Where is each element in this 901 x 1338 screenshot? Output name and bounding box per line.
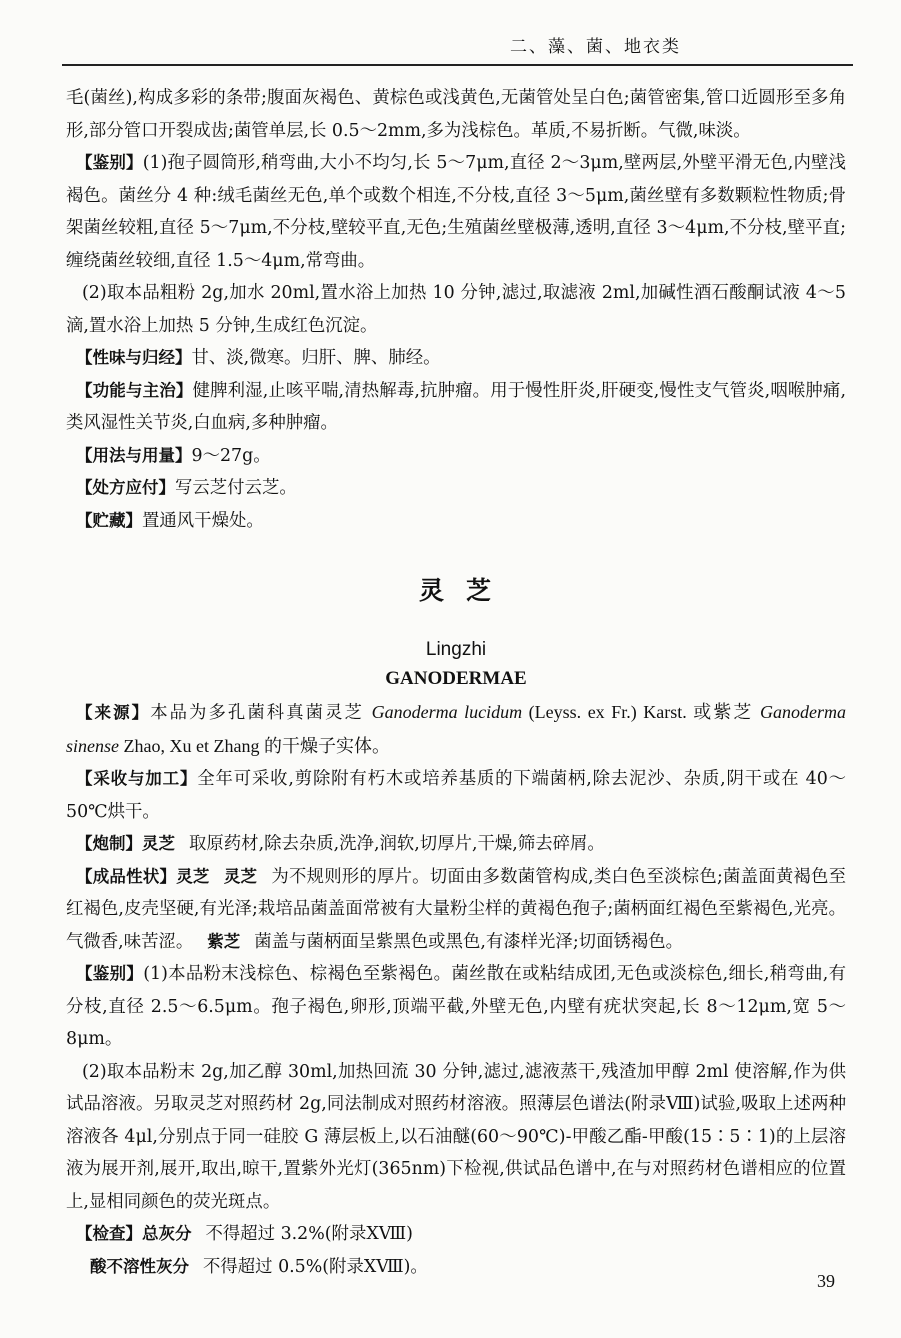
section-label: 【鉴别】 — [76, 964, 144, 983]
section-text: 菌盖与菌柄面呈紫黑色或黑色,有漆样光泽;切面锈褐色。 — [254, 931, 684, 952]
herb-name: 灵芝 — [223, 866, 258, 886]
section-text: 健脾利湿,止咳平喘,清热解毒,抗肿瘤。用于慢性肝炎,肝硬变,慢性支气管炎,咽喉肿痛,类风湿性关节炎,白血病,多种肿瘤。 — [66, 380, 847, 433]
harvest-section — [66, 763, 846, 828]
characteristics-section — [66, 861, 846, 959]
section-text: 不得超过 0.5%(附录ⅩⅧ)。 — [203, 1256, 428, 1277]
identification-1 — [66, 958, 846, 1056]
section-text: 写云芝付云芝。 — [175, 478, 297, 498]
prev-nature-meridian — [66, 342, 846, 375]
section-text: (1)孢子圆筒形,稍弯曲,大小不均匀,长 5～7μm,直径 2～3μm,壁两层,外壁平滑无色,内壁浅褐色。菌丝分 4 种:绒毛菌丝无色,单个或数个相连,不分枝,直径 3～5μm,菌丝壁有多数颗粒性物质;骨架菌丝较粗,直径 5～7μm,不分枝,壁较平直,无色;生殖菌丝壁极薄,透明,直径 3～4μm,不分枝,壁平直;缠绕菌丝较细,直径 1.5～4μm,常弯曲。 — [66, 153, 847, 271]
species-name: Ganoderma lucidum — [371, 702, 523, 722]
prev-identification-2: (2)取本品粗粉 2g,加水 20ml,置水浴上加热 10 分钟,滤过,取滤液 2ml,加碱性酒石酸酮试液 4～5 滴,置水浴上加热 5 分钟,生成红色沉淀。 — [66, 283, 846, 336]
section-label: 【来源】 — [76, 703, 151, 722]
item-label: 总灰分 — [142, 1224, 192, 1243]
section-label: 【检查】 — [76, 1224, 142, 1243]
page-header — [62, 28, 853, 66]
species-name: Ganoderma sinense — [66, 702, 846, 756]
section-text: 置通风干燥处。 — [142, 510, 264, 531]
entry-pinyin: Lingzhi — [425, 639, 487, 660]
herb-name: 紫芝 — [207, 931, 241, 951]
prev-identification-1 — [66, 147, 846, 277]
page-body — [66, 82, 846, 1283]
page-number: 39 — [817, 1271, 835, 1291]
processing-section — [66, 828, 846, 861]
section-label: 【性味与归经】 — [76, 348, 192, 367]
section-label: 【贮藏】 — [76, 510, 142, 530]
inspection-total-ash — [66, 1218, 846, 1251]
prev-description-continued: 毛(菌丝),构成多彩的条带;腹面灰褐色、黄棕色或浅黄色,无菌管处呈白色;菌管密集,管口近圆形至多角形,部分管口开裂成齿;菌管单层,长 0.5～2mm,多为浅棕色。革质,不易折断。气微,味淡。 — [66, 88, 846, 141]
herb-name: 灵芝 — [142, 834, 175, 853]
section-label: 【功能与主治】 — [76, 380, 193, 400]
section-label: 【炮制】 — [76, 834, 142, 853]
identification-2: (2)取本品粉末 2g,加乙醇 30ml,加热回流 30 分钟,滤过,滤液蒸干,残渣加甲醇 2ml 使溶解,作为供试品溶液。另取灵芝对照药材 2g,同法制成对照药材溶液。照薄层色谱法(附录Ⅷ)试验,吸取上述两种溶液各 4μl,分别点于同一硅胶 G 薄层板上,以石油醚(60～90℃)-甲酸乙酯-甲酸(15∶5∶1)的上层溶液为展开剂,展开,取出,晾干,置紫外光灯(365nm)下检视,供试品色谱中,在与对照药材色谱相应的位置上,显相同颜色的荧光斑点。 — [66, 1061, 846, 1212]
section-label: 【成品性状】 — [76, 866, 177, 886]
item-label: 酸不溶性灰分 — [90, 1256, 189, 1276]
entry-latin-name: GANODERMAE — [385, 668, 527, 689]
prev-storage — [66, 505, 846, 538]
section-text: 为不规则形的厚片。切面由多数菌管构成,类白色至淡棕色;菌盖面黄褐色至红褐色,皮壳坚硬,有光泽;栽培品菌盖面常被有大量粉尘样的黄褐色孢子;菌柄面红褐色至紫褐色,光亮。气微香,味苦涩。 — [66, 866, 847, 952]
inspection-acid-ash — [66, 1251, 846, 1284]
herb-name: 灵芝 — [176, 866, 210, 886]
prev-dosage — [66, 440, 846, 473]
prev-prescription — [66, 472, 846, 505]
section-text: 不得超过 3.2%(附录ⅩⅧ) — [205, 1224, 413, 1244]
prev-functions — [66, 375, 846, 440]
entry-title: 灵芝 — [418, 576, 513, 605]
running-head: 二、藻、菌、地衣类 — [510, 37, 681, 57]
section-label: 【用法与用量】 — [76, 445, 192, 465]
section-text: 9～27g。 — [191, 445, 271, 466]
section-text: 全年可采收,剪除附有朽木或培养基质的下端菌柄,除去泥沙、杂质,阴干或在 40～50℃烘干。 — [66, 769, 847, 822]
section-label: 【鉴别】 — [76, 153, 143, 172]
section-text: 取原药材,除去杂质,洗净,润软,切厚片,干燥,筛去碎屑。 — [189, 834, 605, 854]
source-section: 【来源】本品为多孔菌科真菌灵芝 Ganoderma lucidum (Leyss. ex Fr.) Karst. 或紫芝 Ganoderma sinense Zhao, Xu et Zhang 的干燥子实体。 — [66, 702, 846, 756]
section-text: (1)本品粉末浅棕色、棕褐色至紫褐色。菌丝散在或粘结成团,无色或淡棕色,细长,稍弯曲,有分枝,直径 2.5～6.5μm。孢子褐色,卵形,顶端平截,外壁无色,内壁有疣状突起,长 8～12μm,宽 5～8μm。 — [66, 964, 847, 1049]
section-label: 【处方应付】 — [76, 478, 175, 497]
section-text: 甘、淡,微寒。归肝、脾、肺经。 — [191, 348, 441, 368]
section-label: 【采收与加工】 — [76, 769, 198, 788]
